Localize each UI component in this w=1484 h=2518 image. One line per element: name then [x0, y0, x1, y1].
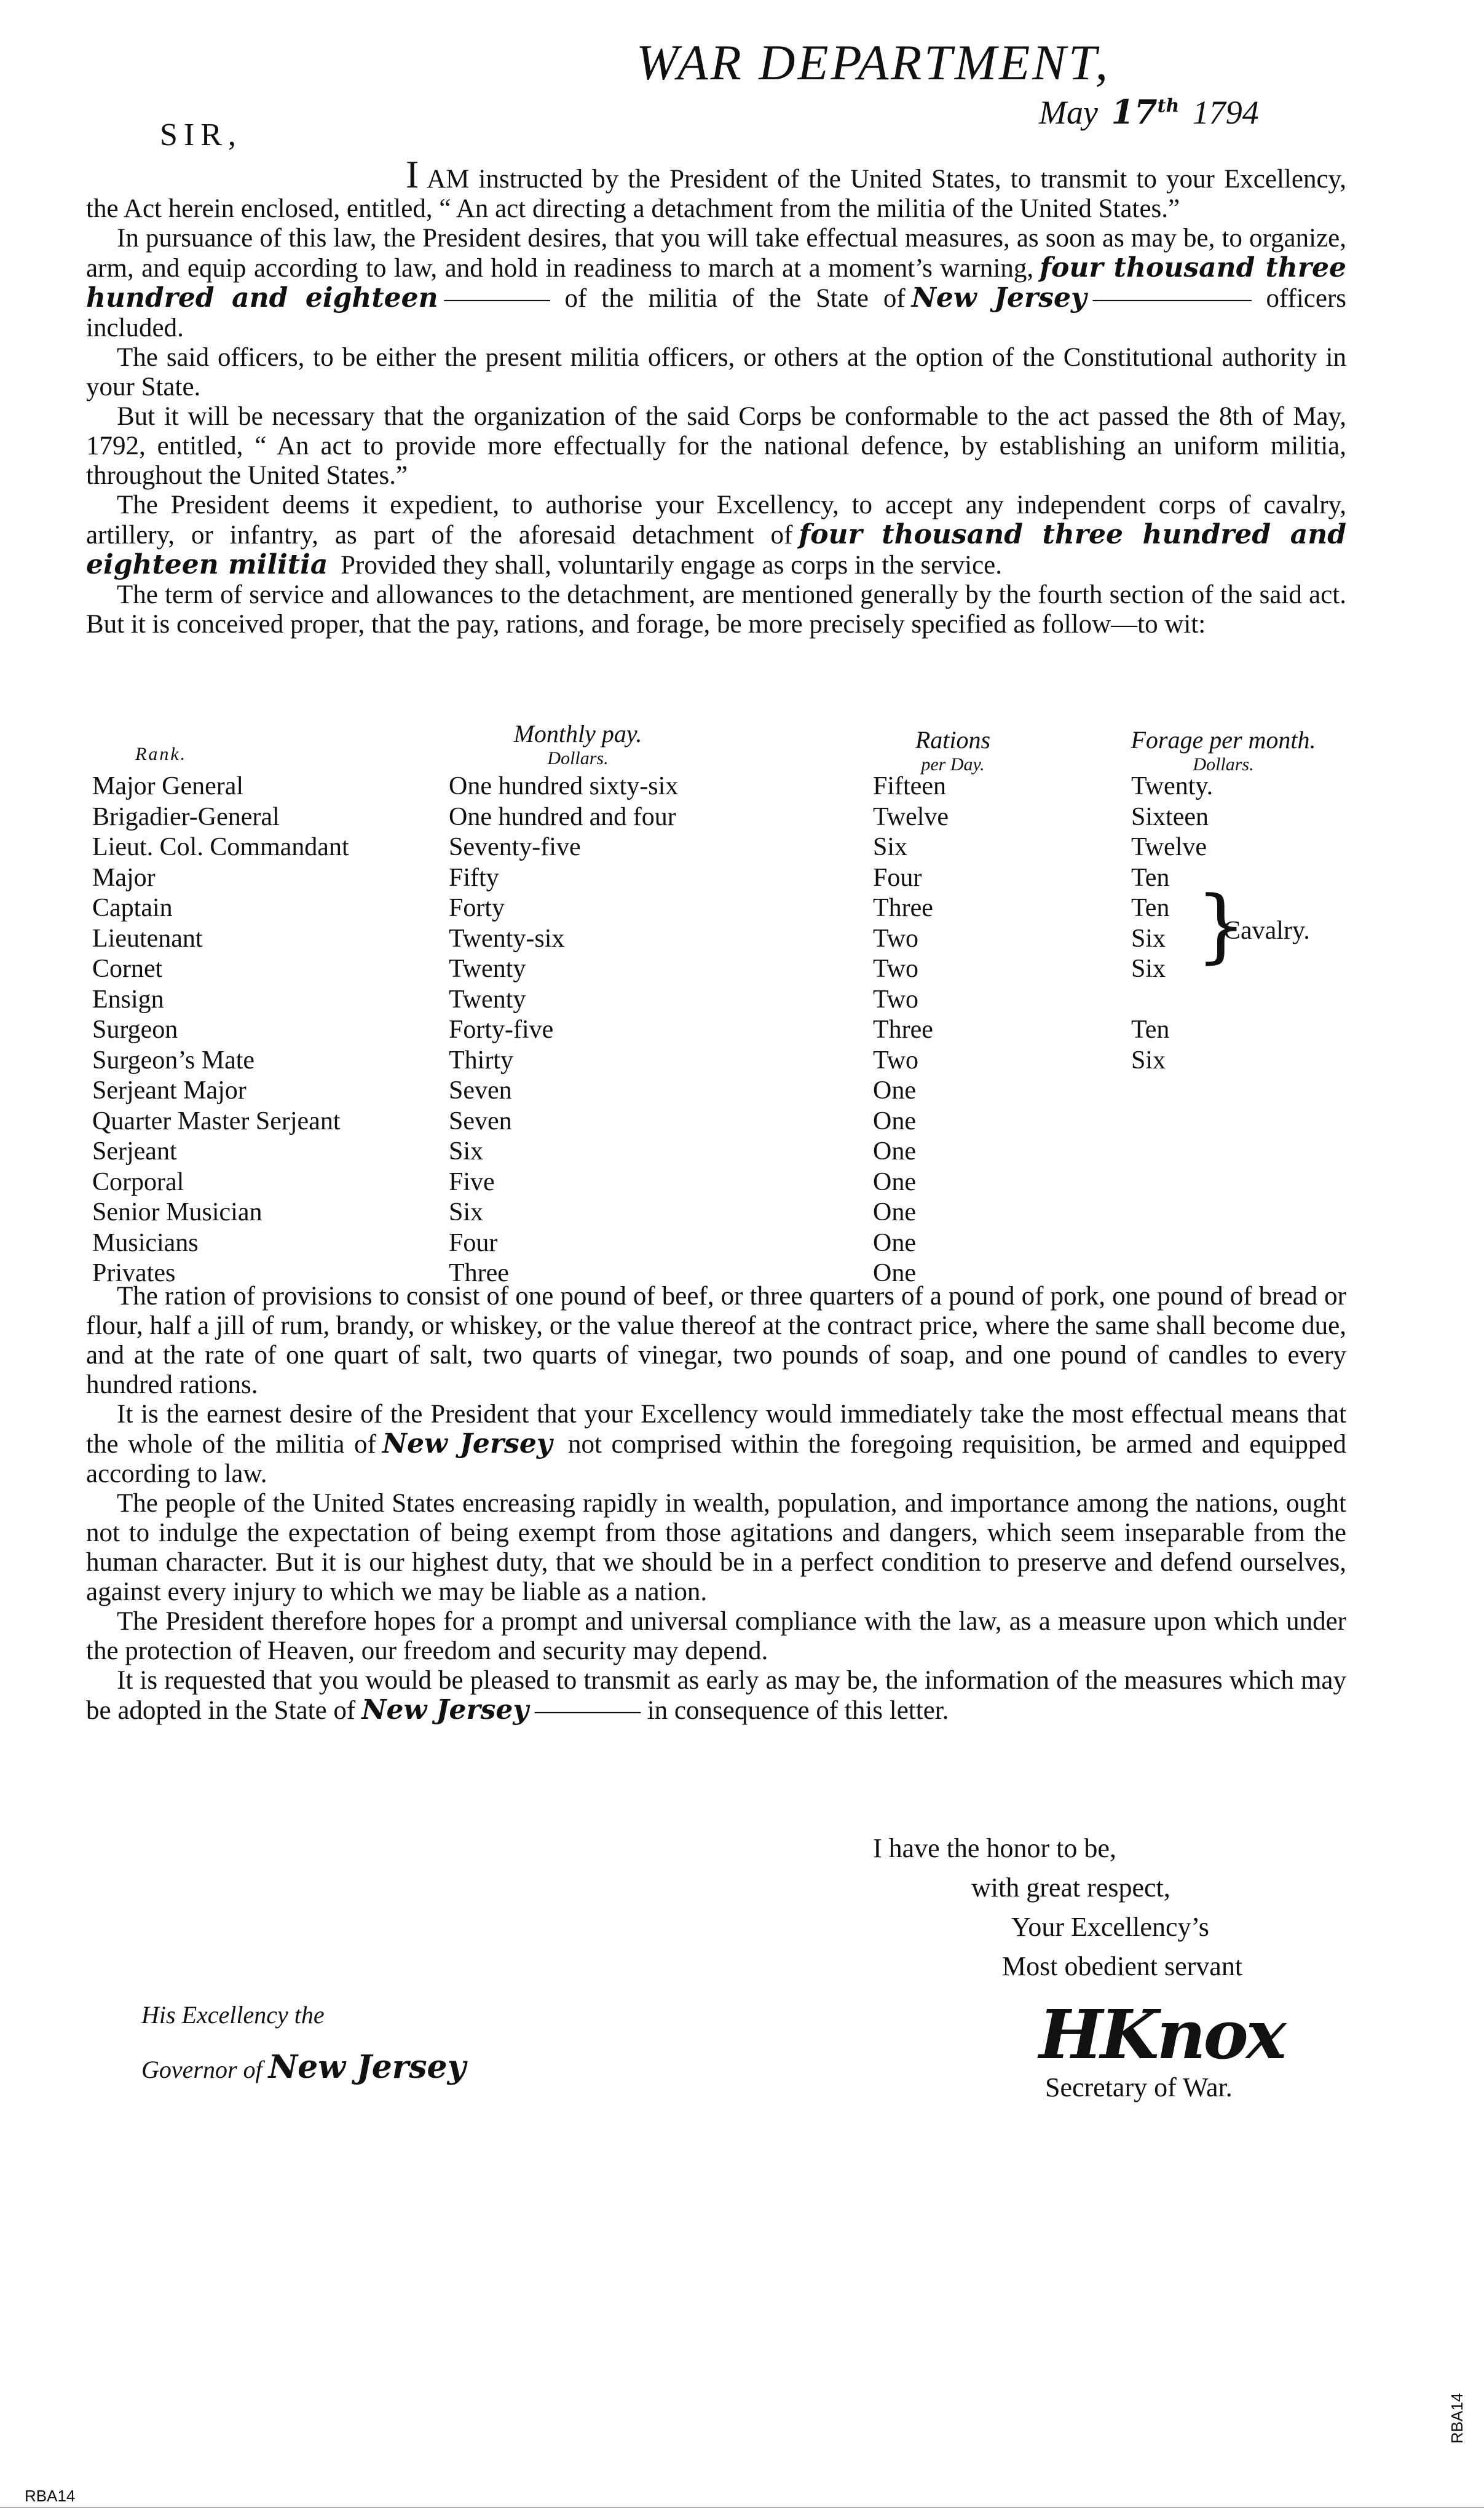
closing-line-1: I have the honor to be,	[873, 1833, 1116, 1863]
closing-line-4: Most obedient servant	[1002, 1951, 1243, 1981]
pay-table-pay-cell: One hundred and four	[449, 802, 676, 831]
pay-table-pay-cell: Twenty-six	[449, 924, 565, 953]
pay-table-rank-cell: Corporal	[92, 1167, 184, 1196]
letter-date	[1039, 92, 1259, 132]
addressee-line-2: Governor of New Jersey	[141, 2041, 472, 2096]
handwritten-addressee-state: New Jersey	[268, 2048, 466, 2086]
pay-table-pay-cell: Four	[449, 1228, 498, 1257]
pay-table-forage-cell	[1131, 1228, 1213, 1259]
archive-code-vertical: RBA14	[1448, 2393, 1466, 2444]
pay-table-pay-cell: Six	[449, 1198, 484, 1226]
pay-table-pay-cell: Seventy-five	[449, 833, 581, 861]
pay-table-forage-cell: Six	[1131, 924, 1166, 953]
letter-body-bottom	[86, 1282, 1346, 1726]
pay-table-forage-cell: Sixteen	[1131, 802, 1209, 831]
pay-table-forage-cell	[1131, 1137, 1213, 1167]
pay-table-rank-cell: Privates	[92, 1259, 176, 1287]
date-year: 1794	[1192, 94, 1259, 131]
pay-table-pay-cell: Forty	[449, 894, 505, 922]
addressee	[141, 1989, 472, 2096]
addressee-line-1: His Excellency the	[141, 2001, 325, 2029]
pay-table-rations-cell: One	[873, 1198, 916, 1226]
handwritten-state: New Jersey	[911, 282, 1087, 314]
pay-table-rank-cell: Serjeant	[92, 1137, 177, 1166]
pay-table-rations-cell: One	[873, 1076, 916, 1105]
signer-title: Secretary of War.	[1045, 2072, 1233, 2102]
pay-table-rations-cell: Six	[873, 833, 908, 861]
pay-table-pay-cell: Seven	[449, 1076, 512, 1105]
pay-table-pay-cell: Twenty	[449, 985, 526, 1014]
salutation: SIR,	[160, 117, 242, 152]
pay-table-pay-cell: Seven	[449, 1107, 512, 1135]
pay-table-rations-cell: Fifteen	[873, 772, 946, 800]
pay-table-rations-cell: One	[873, 1228, 916, 1257]
cavalry-brace: }	[1196, 878, 1247, 972]
pay-table-forage-cell	[1131, 1167, 1213, 1198]
pay-table-forage-cell: Ten	[1131, 863, 1170, 892]
pay-table-rank-cell: Captain	[92, 894, 173, 922]
paragraph-1: I AM instructed by the President of the United States, to transmit to your Excellency, the Act herein enclosed, entitled, “ An act directing a detachment from the militia of the United States.”	[86, 152, 1346, 223]
header-monthly-pay: Monthly pay. Dollars.	[513, 720, 642, 768]
closing-line-2: with great respect,	[971, 1873, 1170, 1903]
pay-table-rations-cell: Three	[873, 894, 933, 922]
cavalry-label: Cavalry.	[1223, 917, 1310, 945]
pay-table-rations-cell: Two	[873, 924, 919, 953]
pay-table-rations-cell: Two	[873, 1046, 919, 1075]
pay-table-forage-cell	[1131, 985, 1213, 1016]
paragraph-11: It is requested that you would be pleased to transmit as early as may be, the information of the measures which may be adopted in the State of New Jersey ———— in consequence of this letter.	[86, 1666, 1346, 1726]
paragraph-10: The President therefore hopes for a prompt and universal compliance with the law, as a measure upon which under the protection of Heaven, our freedom and security may depend.	[86, 1607, 1346, 1665]
paragraph-4: But it will be necessary that the organization of the said Corps be conformable to the act passed the 8th of May, 1792, entitled, “ An act to provide more effectually for the national defence, by establishing an uniform militia, throughout the United States.”	[86, 402, 1346, 490]
handwritten-militia: four thousand three hundred and eighteen militia	[86, 519, 1346, 580]
paragraph-5: The President deems it expedient, to authorise your Excellency, to accept any independent corps of cavalry, artillery, or infantry, as part of the aforesaid detachment of four thousand three hundred and eighteen militia Provided they shall, voluntarily engage as corps in the service.	[86, 491, 1346, 580]
pay-table-forage-cell: Ten	[1131, 894, 1170, 922]
pay-table-pay-cell: Twenty	[449, 955, 526, 983]
pay-table-pay-cell: Fifty	[449, 863, 499, 892]
pay-table-rank-cell: Cornet	[92, 955, 163, 983]
paragraph-7: The ration of provisions to consist of one pound of beef, or three quarters of a pound of pork, one pound of bread or flour, half a jill of rum, brandy, or whiskey, or the value thereof at the contract price, where the same shall become due, and at the rate of one quart of salt, two quarts of vinegar, two pounds of soap, and one pound of candles to every hundred rations.	[86, 1282, 1346, 1399]
pay-table-forage-cell: Ten	[1131, 1016, 1170, 1044]
pay-table-rank-cell: Ensign	[92, 985, 164, 1014]
pay-table-rations-cell: Three	[873, 1016, 933, 1044]
pay-table-rank-cell: Surgeon’s Mate	[92, 1046, 255, 1075]
handwritten-number: four thousand three hundred and eighteen	[86, 252, 1347, 314]
pay-table-rations-cell: One	[873, 1107, 916, 1135]
signature: HKnox	[1039, 1995, 1284, 2074]
header-forage: Forage per month. Dollars.	[1131, 726, 1316, 775]
header-rank: Rank.	[135, 744, 187, 764]
pay-table-rations-cell: One	[873, 1167, 916, 1196]
rank-column	[92, 772, 349, 1289]
pay-table-pay-cell: One hundred sixty-six	[449, 772, 679, 800]
pay-table-forage-cell	[1131, 1107, 1213, 1137]
paragraph-9: The people of the United States encreasing rapidly in wealth, population, and importance among the nations, ought not to indulge the expectation of being exempt from those agitations and dangers, which seem inseparable from the human character. But it is our highest duty, that we should be in a perfect condition to preserve and defend ourselves, against every injury to which we may be liable as a nation.	[86, 1489, 1346, 1606]
paragraph-8: It is the earnest desire of the President that your Excellency would immediately take the most effectual means that the whole of the militia of New Jersey not comprised within the foregoing requisition, be armed and equipped according to law.	[86, 1400, 1347, 1488]
pay-table-pay-cell: Five	[449, 1167, 495, 1196]
date-day-handwritten: 17th	[1111, 92, 1180, 132]
pay-table-forage-cell: Six	[1131, 955, 1166, 983]
pay-table-rations-cell: Four	[873, 863, 922, 892]
pay-table-rank-cell: Surgeon	[92, 1016, 178, 1044]
pay-table-rank-cell: Lieut. Col. Commandant	[92, 833, 349, 861]
pay-table-forage-cell: Twelve	[1131, 833, 1207, 861]
letterhead-title: WAR DEPARTMENT,	[636, 34, 1110, 90]
pay-column	[449, 772, 678, 1289]
pay-table-rations-cell: One	[873, 1259, 916, 1287]
pay-table-rank-cell: Lieutenant	[92, 924, 203, 953]
closing-block	[873, 1829, 1242, 1986]
rations-column	[873, 772, 949, 1289]
forage-column	[1131, 772, 1213, 1289]
pay-table-rank-cell: Musicians	[92, 1228, 199, 1257]
pay-table-pay-cell: Three	[449, 1259, 509, 1287]
pay-table-rations-cell: Two	[873, 985, 919, 1014]
pay-table-rank-cell: Quarter Master Serjeant	[92, 1107, 341, 1135]
pay-table-rank-cell: Senior Musician	[92, 1198, 262, 1226]
pay-table-rank-cell: Major General	[92, 772, 244, 800]
bottom-edge-rule	[0, 2507, 1484, 2508]
paragraph-6: The term of service and allowances to the detachment, are mentioned generally by the fourth section of the said act. But it is conceived proper, that the pay, rations, and forage, be more precisely specified as follow—to wit:	[86, 580, 1346, 639]
pay-table-forage-cell: Six	[1131, 1046, 1166, 1075]
pay-table-rank-cell: Brigadier-General	[92, 802, 280, 831]
pay-table-forage-cell	[1131, 1198, 1213, 1228]
letter-body-top	[86, 152, 1347, 639]
pay-table-rank-cell: Major	[92, 863, 156, 892]
pay-table-rations-cell: Two	[873, 955, 919, 983]
pay-table-pay-cell: Six	[449, 1137, 484, 1166]
archive-code: RBA14	[25, 2487, 76, 2505]
pay-table-rations-cell: One	[873, 1137, 916, 1166]
pay-table-rations-cell: Twelve	[873, 802, 949, 831]
header-rations: Rations per Day.	[915, 726, 991, 775]
handwritten-state-2: New Jersey	[382, 1428, 553, 1459]
pay-table-forage-cell: Twenty.	[1131, 772, 1214, 800]
paragraph-3: The said officers, to be either the present militia officers, or others at the option of the Constitutional authority in your State.	[86, 343, 1346, 401]
date-month: May	[1039, 94, 1098, 131]
pay-table-pay-cell: Forty-five	[449, 1016, 554, 1044]
paragraph-2: In pursuance of this law, the President desires, that you will take effectual measures, as soon as may be, to organize, arm, and equip according to law, and hold in readiness to march at a moment’s warning, four thousand three hundred and eighteen ———— of the militia of the State of New Jersey —————— officers included.	[86, 224, 1347, 342]
pay-table-forage-cell	[1131, 1076, 1213, 1107]
closing-line-3: Your Excellency’s	[1011, 1912, 1209, 1942]
pay-table	[92, 719, 1352, 1303]
pay-table-pay-cell: Thirty	[449, 1046, 513, 1075]
pay-table-rank-cell: Serjeant Major	[92, 1076, 247, 1105]
handwritten-state-3: New Jersey	[361, 1694, 529, 1726]
